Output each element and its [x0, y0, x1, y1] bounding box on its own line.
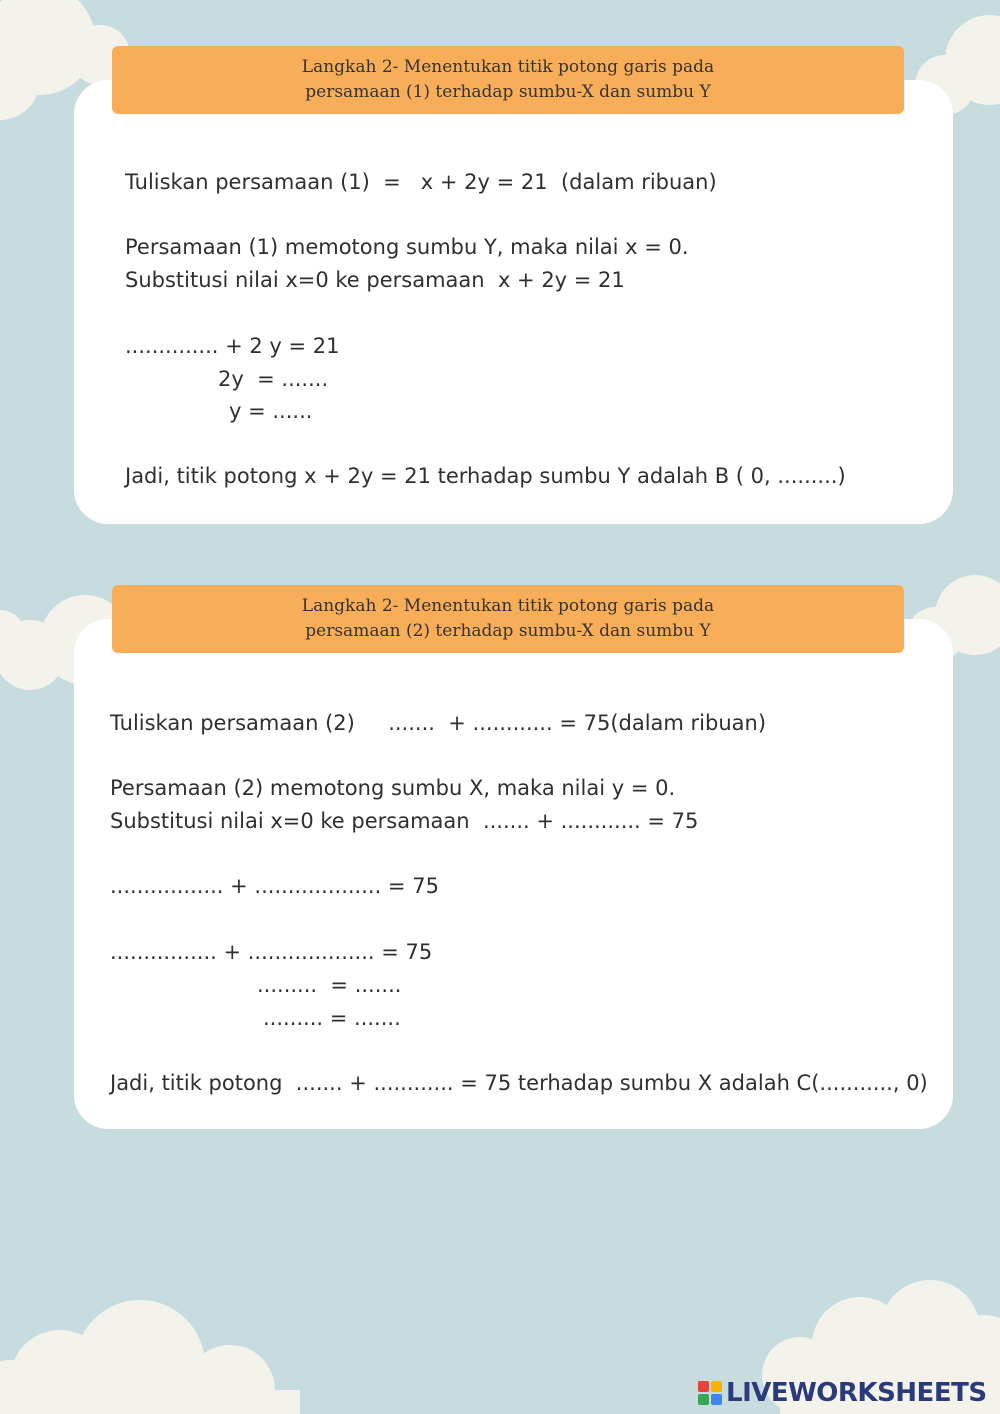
banner-title-line-1: Langkah 2- Menentukan titik potong garis pada: [301, 596, 715, 616]
equation-2-statement[interactable]: Tuliskan persamaan (2) ....... + ............ = 75(dalam ribuan): [110, 711, 767, 735]
equation-1-statement: Tuliskan persamaan (1) = x + 2y = 21 (dalam ribuan): [125, 170, 717, 194]
banner-section-1: [112, 46, 904, 114]
intercept-x-condition: Persamaan (2) memotong sumbu X, maka nilai y = 0.: [110, 776, 676, 800]
work-step-3[interactable]: ......... = .......: [257, 973, 402, 997]
logo-tile: [698, 1381, 709, 1392]
logo-icon: [698, 1381, 722, 1405]
substitution-instruction[interactable]: Substitusi nilai x=0 ke persamaan ....... + ............ = 75: [110, 809, 699, 833]
work-step-3[interactable]: y = ......: [229, 399, 313, 423]
logo-tile: [711, 1394, 722, 1405]
logo-tile: [711, 1381, 722, 1392]
substitution-instruction: Substitusi nilai x=0 ke persamaan x + 2y = 21: [125, 268, 625, 292]
card-section-1: [74, 80, 953, 524]
intercept-y-condition: Persamaan (1) memotong sumbu Y, maka nilai x = 0.: [125, 235, 689, 259]
work-step-1[interactable]: ................. + ................... = 75: [110, 874, 439, 898]
logo-text: LIVEWORKSHEETS: [726, 1378, 987, 1408]
work-step-2[interactable]: ................ + ................... = 75: [110, 940, 433, 964]
banner-title-line-2: persamaan (1) terhadap sumbu-X dan sumbu Y: [305, 82, 711, 102]
conclusion-point-c[interactable]: Jadi, titik potong ....... + ............ = 75 terhadap sumbu X adalah C(..........., 0): [110, 1071, 928, 1095]
work-step-4[interactable]: ......... = .......: [263, 1006, 401, 1030]
liveworksheets-logo: [698, 1378, 987, 1408]
banner-section-2: [112, 585, 904, 653]
work-step-2[interactable]: 2y = .......: [218, 367, 329, 391]
work-step-1[interactable]: .............. + 2 y = 21: [125, 334, 340, 358]
conclusion-point-b[interactable]: Jadi, titik potong x + 2y = 21 terhadap sumbu Y adalah B ( 0, .........): [125, 464, 846, 488]
banner-title-line-2: persamaan (2) terhadap sumbu-X dan sumbu Y: [305, 621, 711, 641]
logo-tile: [698, 1394, 709, 1405]
banner-title-line-1: Langkah 2- Menentukan titik potong garis pada: [301, 57, 715, 77]
